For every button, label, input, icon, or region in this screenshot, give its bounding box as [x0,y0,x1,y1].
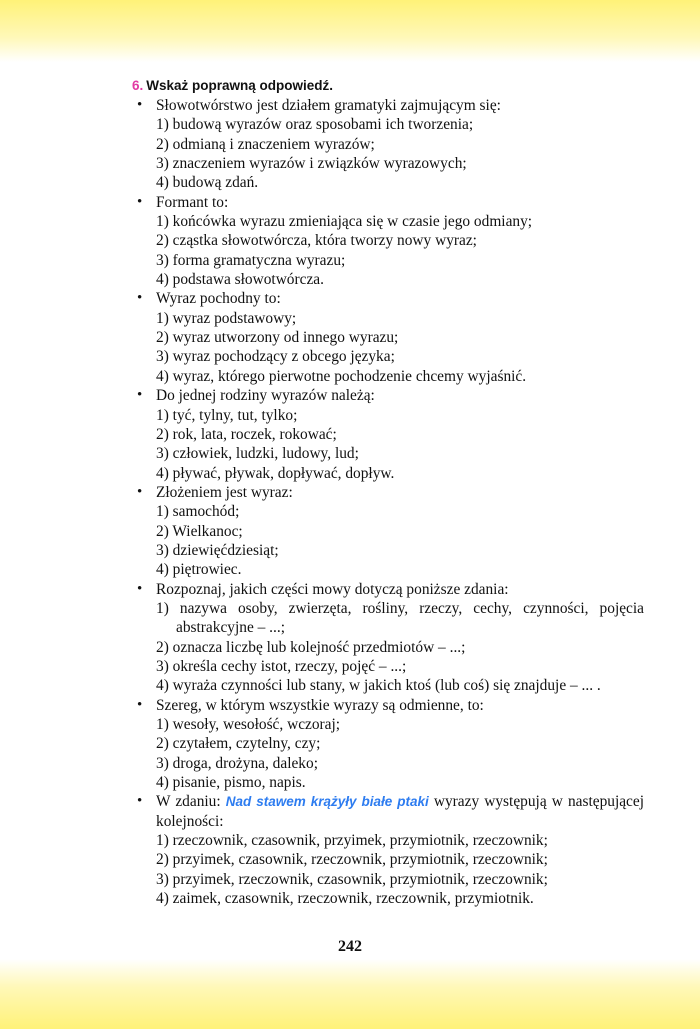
question-prompt: • Szereg, w którym wszystkie wyrazy są odmienne, to: [156,696,484,714]
answer-option: 2) odmianą i znaczeniem wyrazów; [156,135,375,153]
question-prompt: • Wyraz pochodny to: [156,290,281,308]
answer-option: 1) wyraz podstawowy; [156,309,297,327]
answer-option: 4) piętrowiec. [156,561,242,579]
answer-option: 1) budową wyrazów oraz sposobami ich tworzenia; [156,116,474,134]
answer-option: 3) forma gramatyczna wyrazu; [156,251,346,269]
answer-options [156,115,644,192]
answer-options [156,309,644,386]
question-prompt: • Złożeniem jest wyraz: [156,483,293,501]
question-list [132,96,644,908]
answer-options [156,831,644,908]
answer-option: 4) pisanie, pismo, napis. [156,774,306,792]
answer-option: 3) wyraz pochodzący z obcego języka; [156,348,395,366]
question-8 [132,792,644,908]
answer-option: 1) samochód; [156,503,240,521]
answer-option: 2) oznacza liczbę lub kolejność przedmiotów – ...; [156,638,466,656]
question-2 [132,193,644,290]
question-5 [132,483,644,580]
answer-option: 1) nazywa osoby, zwierzęta, rośliny, rzeczy, cechy, czynności, pojęcia abstrakcyjne – ...; [156,599,644,637]
answer-option: 4) pływać, pływak, dopływać, dopływ. [156,464,395,482]
answer-option: 4) podstawa słowotwórcza. [156,271,324,289]
answer-option: 4) budową zdań. [156,174,259,192]
answer-option: 2) przyimek, czasownik, rzeczownik, przymiotnik, rzeczownik; [156,851,548,869]
answer-option: 2) rok, lata, roczek, rokować; [156,425,337,443]
question-1 [132,96,644,193]
question-prompt: • Rozpoznaj, jakich części mowy dotyczą poniższe zdania: [156,580,509,598]
question-3 [132,289,644,386]
exercise-heading [132,76,644,96]
answer-options [156,715,644,792]
question-prompt: • Formant to: [156,193,229,211]
answer-option: 3) przyimek, rzeczownik, czasownik, przymiotnik, rzeczownik; [156,870,548,888]
answer-option: 1) wesoły, wesołość, wczoraj; [156,716,341,733]
answer-options [156,212,644,289]
prompt-text-after: wyrazy występują w następującej kolejności: [156,793,644,830]
answer-options [156,502,644,579]
bottom-decorative-band [0,959,700,1029]
answer-option: 3) człowiek, ludzki, ludowy, lud; [156,445,359,463]
exercise-content [132,76,644,908]
answer-option: 3) droga, drożyna, daleko; [156,754,318,772]
question-prompt: • Słowotwórstwo jest działem gramatyki zajmującym się: [156,97,501,114]
prompt-text-before: W zdaniu: [156,793,226,811]
answer-option: 2) Wielkanoc; [156,522,243,540]
answer-options [156,406,644,483]
answer-options [156,599,644,696]
answer-option: 1) końcówka wyrazu zmieniająca się w czasie jego odmiany; [156,213,533,231]
answer-option: 2) czytałem, czytelny, czy; [156,735,321,753]
highlighted-sentence: Nad stawem krążyły białe ptaki [225,794,429,810]
answer-option: 1) rzeczownik, czasownik, przyimek, przymiotnik, rzeczownik; [156,832,548,850]
page-number: 242 [338,938,362,955]
answer-option: 3) dziewięćdziesiąt; [156,541,279,559]
answer-option: 3) znaczeniem wyrazów i związków wyrazowych; [156,155,467,173]
exercise-instruction: Wskaż poprawną odpowiedź. [146,78,334,93]
answer-option: 4) zaimek, czasownik, rzeczownik, rzeczownik, przymiotnik. [156,890,534,908]
question-prompt [156,792,644,831]
answer-option: 1) tyć, tylny, tut, tylko; [156,406,298,424]
answer-option: 4) wyraz, którego pierwotne pochodzenie chcemy wyjaśnić. [156,367,527,385]
exercise-number: 6. [132,78,144,93]
question-7 [132,696,644,793]
answer-option: 2) wyraz utworzony od innego wyrazu; [156,329,399,347]
question-prompt: • Do jednej rodziny wyrazów należą: [156,387,375,405]
question-4 [132,386,644,483]
answer-option: 3) określa cechy istot, rzeczy, pojęć – ...; [156,657,407,675]
answer-option: 2) cząstka słowotwórcza, która tworzy nowy wyraz; [156,232,477,250]
answer-option: 4) wyraża czynności lub stany, w jakich ktoś (lub coś) się znajduje – ... . [156,677,601,695]
question-6 [132,580,644,696]
top-decorative-band [0,0,700,62]
